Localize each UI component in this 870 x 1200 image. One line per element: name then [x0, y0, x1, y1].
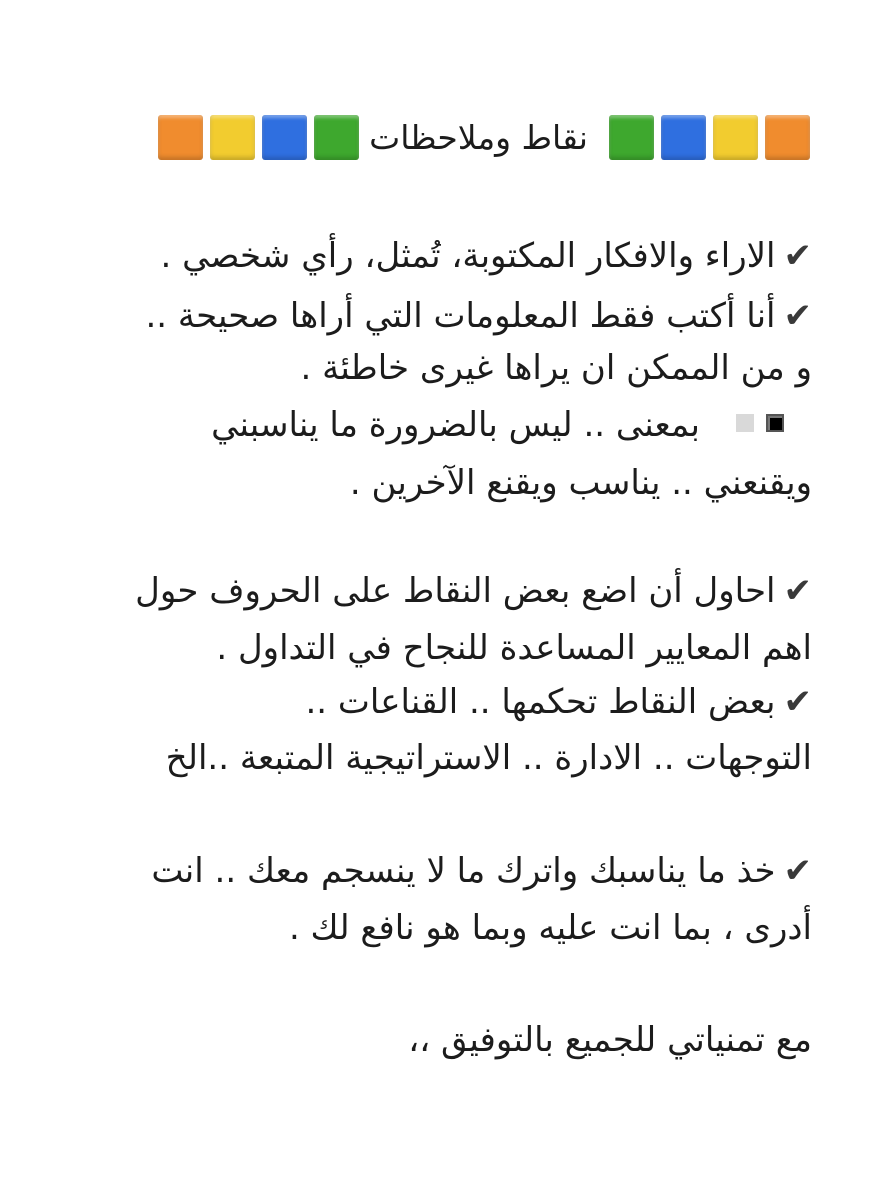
- note-text: التوجهات .. الادارة .. الاستراتيجية المتبعة ..الخ: [165, 738, 812, 778]
- note-line: [216, 620, 812, 676]
- green-square-icon: [314, 115, 359, 160]
- black-small-square-icon: [766, 414, 784, 432]
- note-text: احاول أن اضع بعض النقاط على الحروف حول: [135, 571, 776, 611]
- note-line: [305, 674, 812, 730]
- note-text: مع تمنياتي للجميع بالتوفيق ،،: [408, 1020, 812, 1060]
- orange-square-icon: [765, 115, 810, 160]
- heavy-check-mark-icon: ✔: [783, 682, 812, 722]
- note-line: [151, 843, 812, 899]
- note-text: بمعنى .. ليس بالضرورة ما يناسبني: [211, 405, 700, 445]
- note-text: أدرى ، بما انت عليه وبما هو نافع لك .: [288, 908, 812, 948]
- heavy-check-mark-icon: ✔: [783, 296, 812, 336]
- orange-square-icon: [158, 115, 203, 160]
- note-line: [289, 900, 812, 956]
- yellow-square-icon: [713, 115, 758, 160]
- note-line: [145, 288, 812, 344]
- note-text: الاراء والافكار المكتوبة، تُمثل، رأي شخصي .: [160, 236, 776, 276]
- note-text: أنا أكتب فقط المعلومات التي أراها صحيحة ..: [145, 296, 776, 336]
- note-text: ويقنعني .. يناسب ويقنع الآخرين .: [349, 463, 812, 503]
- heavy-check-mark-icon: ✔: [783, 236, 812, 276]
- note-line: [350, 455, 812, 511]
- blue-square-icon: [262, 115, 307, 160]
- green-square-icon: [609, 115, 654, 160]
- title-row: [60, 110, 810, 164]
- closing-line: [408, 1012, 812, 1068]
- note-text: بعض النقاط تحكمها .. القناعات ..: [305, 682, 776, 722]
- note-line: [301, 340, 812, 396]
- note-text: اهم المعايير المساعدة للنجاح في التداول .: [216, 628, 812, 668]
- note-line: [166, 730, 812, 786]
- note-line: [161, 228, 812, 284]
- page-title: نقاط وملاحظات: [369, 117, 588, 157]
- note-text: و من الممكن ان يراها غيرى خاطئة .: [300, 348, 812, 388]
- yellow-square-icon: [210, 115, 255, 160]
- note-text: خذ ما يناسبك واترك ما لا ينسجم معك .. انت: [151, 851, 776, 891]
- note-line: [211, 397, 812, 453]
- white-small-square-icon: [736, 414, 754, 432]
- blue-square-icon: [661, 115, 706, 160]
- heavy-check-mark-icon: ✔: [783, 571, 812, 611]
- note-line: [135, 563, 812, 619]
- heavy-check-mark-icon: ✔: [783, 851, 812, 891]
